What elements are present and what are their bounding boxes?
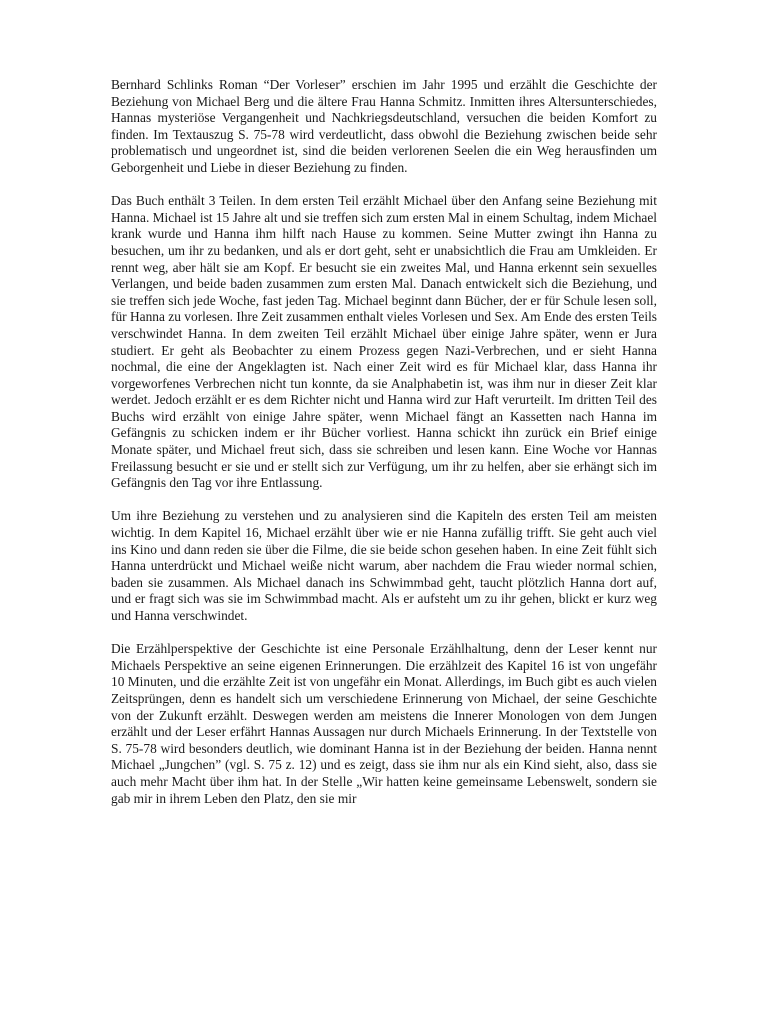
- paragraph-intro: Bernhard Schlinks Roman “Der Vorleser” erschien im Jahr 1995 und erzählt die Geschichte der Beziehung von Michael Berg und die ältere Frau Hanna Schmitz. Inmitten ihres Altersunterschiedes, Hannas mysteriöse Vergangenheit und Nachkriegsdeutschland, versuchen die beiden Komfort zu finden. Im Textauszug S. 75-78 wird verdeutlicht, dass obwohl die Beziehung zwischen beide sehr problematisch und ungeordnet ist, sind die beiden verlorenen Seelen die ein Weg herausfinden um Geborgenheit und Liebe in dieser Beziehung zu finden.: [111, 77, 657, 175]
- paragraph-perspective: Die Erzählperspektive der Geschichte ist eine Personale Erzählhaltung, denn der Leser kennt nur Michaels Perspektive an seine eigenen Erinnerungen. Die erzählzeit des Kapitel 16 ist von ungefähr 10 Minuten, und die erzählte Zeit ist von ungefähr ein Monat. Allerdings, im Buch gibt es auch vielen Zeitsprüngen, denn es handelt sich um verschiedene Erinnerung von Michael, der seine Geschichte von der Zukunft erzählt. Deswegen werden am meistens die Innerer Monologen von dem Jungen erzählt und der Leser erfährt Hannas Aussagen nur durch Michaels Erinnerung. In der Textstelle von S. 75-78 wird besonders deutlich, wie dominant Hanna ist in der Beziehung der beiden. Hanna nennt Michael „Jungchen” (vgl. S. 75 z. 12) und es zeigt, dass sie ihm nur als ein Kind sieht, also, dass sie auch mehr Macht über ihm hat. In der Stelle „Wir hatten keine gemeinsame Lebenswelt, sondern sie gab mir in ihrem Leben den Platz, den sie mir: [111, 641, 657, 806]
- document-page: [111, 77, 657, 807]
- paragraph-analysis: Um ihre Beziehung zu verstehen und zu analysieren sind die Kapiteln des ersten Teil am meisten wichtig. In dem Kapitel 16, Michael erzählt über wie er nie Hanna zufällig trifft. Sie geht auch viel ins Kino und dann reden sie über die Filme, die sie beide schon gesehen haben. In eine Zeit fühlt sich Hanna unterdrückt und Michael weiße nicht warum, aber nachdem die Frau wieder normal schien, baden sie zusammen. Als Michael danach ins Schwimmbad geht, taucht plötzlich Hanna dort auf, und er fragt sich was sie im Schwimmbad macht. Als er aufsteht um zu ihr gehen, blickt er kurz weg und Hanna verschwindet.: [111, 508, 657, 623]
- paragraph-summary: Das Buch enthält 3 Teilen. In dem ersten Teil erzählt Michael über den Anfang seine Beziehung mit Hanna. Michael ist 15 Jahre alt und sie treffen sich zum ersten Mal in einem Schultag, indem Michael krank wurde und Hanna ihm hilft nach Hause zu kommen. Seine Mutter zwingt ihn Hanna zu besuchen, um ihr zu bedanken, und als er dort geht, seht er unabsichtlich die Frau am Umkleiden. Er rennt weg, aber hält sie am Kopf. Er besucht sie ein zweites Mal, und Hanna erkennt sein sexuelles Verlangen, und beide baden zusammen zum ersten Mal. Danach entwickelt sich die Beziehung, und sie treffen sich jede Woche, fast jeden Tag. Michael beginnt dann Bücher, der er für Schule lesen soll, für Hanna zu vorlesen. Ihre Zeit zusammen enthalt vieles Vorlesen und Sex. Am Ende des ersten Teils verschwindet Hanna. In dem zweiten Teil erzählt Michael über einige Jahre später, wenn er Jura studiert. Er geht als Beobachter zu einem Prozess gegen Nazi-Verbrechen, und er sieht Hanna nochmal, die eine der Angeklagten ist. Nach einer Zeit wird es für Michael klar, dass Hanna ihr vorgeworfenes Verbrechen nicht tun konnte, da sie Analphabetin ist, was ihm nur in dieser Zeit klar werdet. Jedoch erzählt er es dem Richter nicht und Hanna wird zur Haft verurteilt. Im dritten Teil des Buchs wird erzählt von einige Jahre später, wenn Michael fängt an Kassetten nach Hanna im Gefängnis zu schicken indem er ihr Bücher vorliest. Hanna schickt ihn zurück ein Brief einige Monate später, und Michael freut sich, dass sie schreiben und lesen kann. Eine Woche vor Hannas Freilassung besucht er sie und er stellt sich zur Verfügung, um ihr zu helfen, aber sie erhängt sich im Gefängnis den Tag vor ihre Entlassung.: [111, 193, 658, 491]
